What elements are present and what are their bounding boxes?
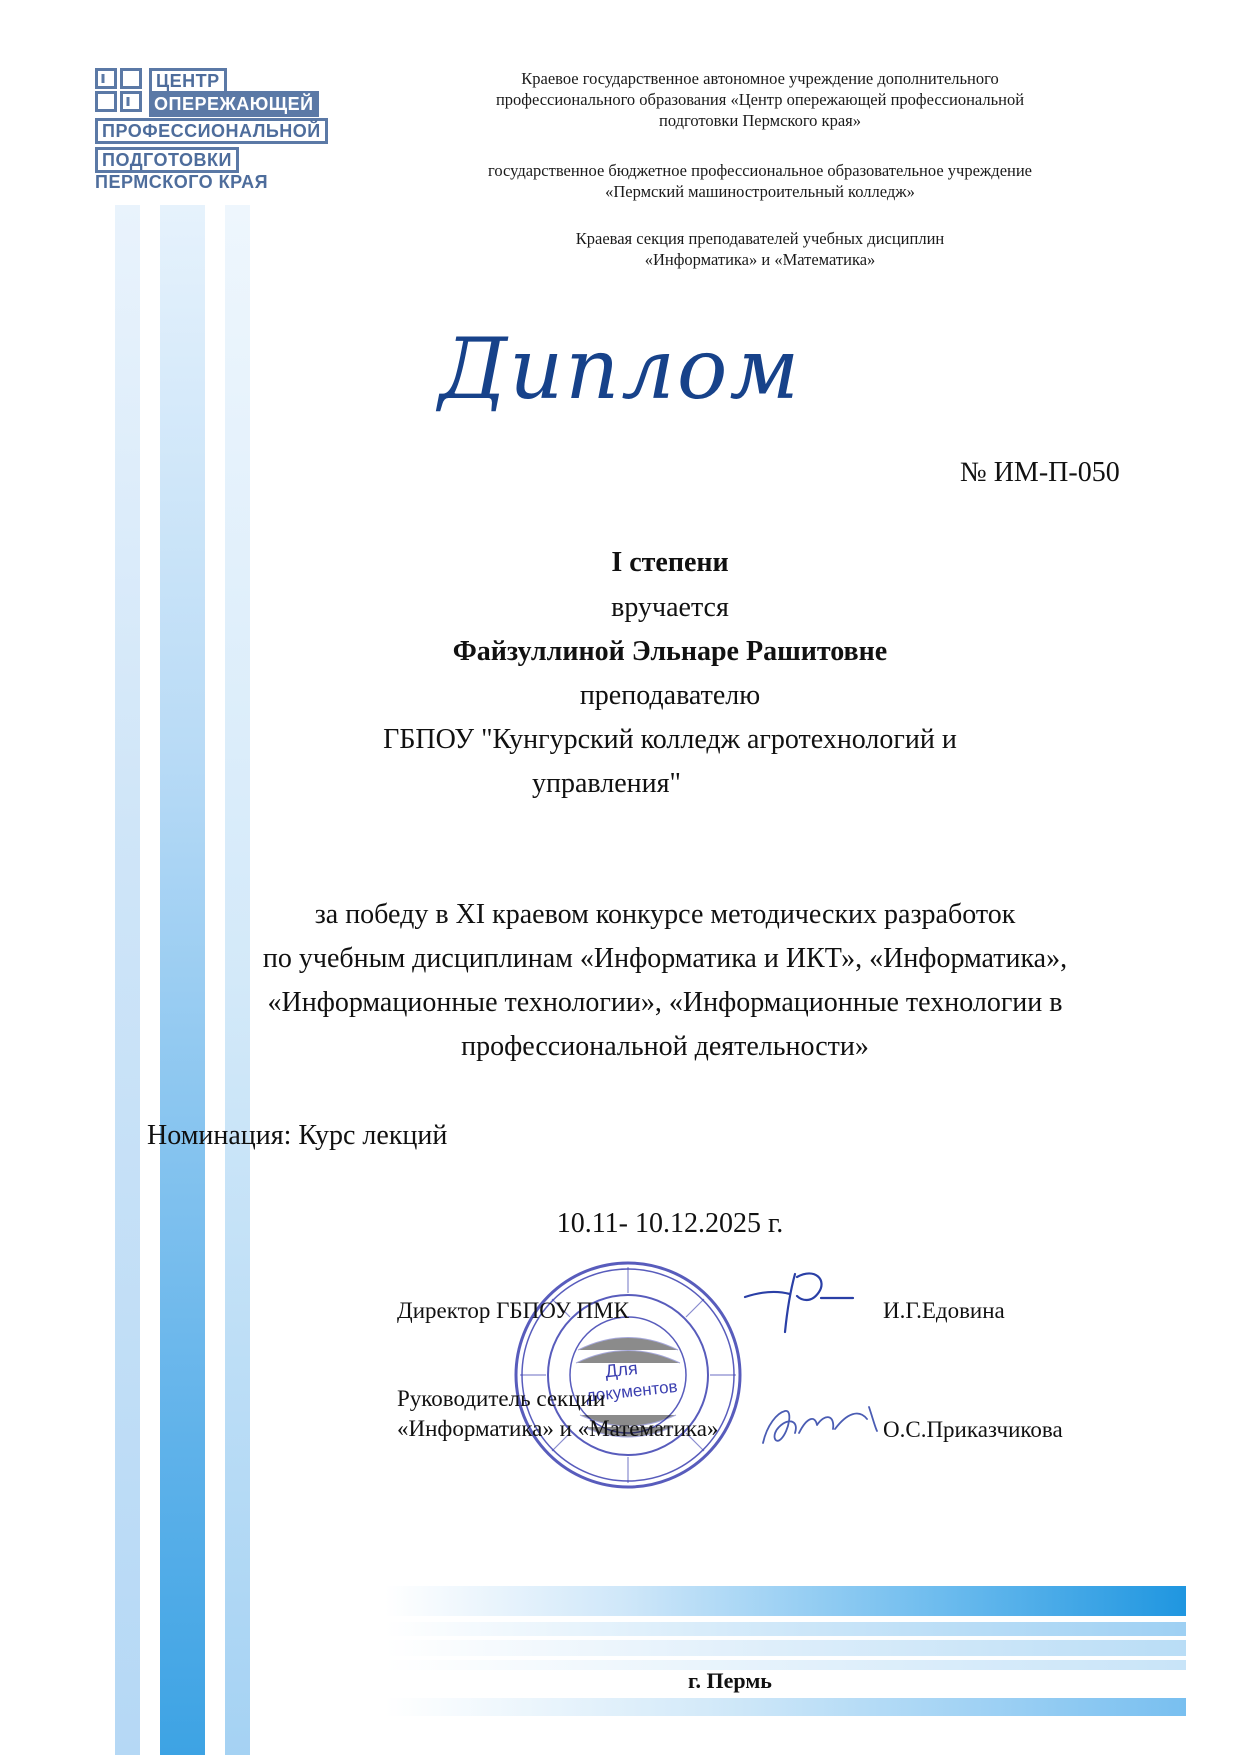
recipient-name: Файзуллиной Эльнаре Рашитовне xyxy=(452,636,888,667)
city: г. Пермь xyxy=(688,1668,772,1693)
header-text: подготовки Пермского края» xyxy=(659,111,861,130)
head-title xyxy=(397,1384,718,1444)
award-degree: I степени xyxy=(611,547,729,578)
director-title: Директор ГБПОУ ПМК xyxy=(397,1298,629,1323)
header-text: «Информатика» и «Математика» xyxy=(644,250,876,269)
header-org-3 xyxy=(385,228,1135,270)
decor-stripe-vertical xyxy=(115,205,140,1755)
logo-line-5: ПЕРМСКОГО КРАЯ xyxy=(95,172,269,192)
reason-line: «Информационные технологии», «Информационные технологии в xyxy=(267,987,1063,1018)
stamp-center-line-2: документов xyxy=(585,1376,679,1406)
header-text: государственное бюджетное профессиональное образовательное учреждение xyxy=(487,161,1033,180)
dates: 10.11- 10.12.2025 г. xyxy=(556,1208,784,1239)
head-title-line: Руководитель секции xyxy=(397,1386,606,1411)
official-stamp xyxy=(508,1255,748,1495)
award-reason xyxy=(170,893,1160,1069)
reason-line: профессиональной деятельности» xyxy=(461,1031,869,1062)
header-org-2 xyxy=(385,160,1135,202)
page-title: Диплом xyxy=(438,320,802,418)
recipient-position: преподавателю xyxy=(579,680,761,711)
header-text: Краевая секция преподавателей учебных дисциплин xyxy=(575,229,945,248)
logo-line-3: ПРОФЕССИОНАЛЬНОЙ xyxy=(95,118,328,144)
logo-line-4: ПОДГОТОВКИ xyxy=(95,147,239,173)
reason-line: за победу в XI краевом конкурсе методических разработок xyxy=(314,899,1016,930)
director-name: И.Г.Едовина xyxy=(883,1298,1005,1323)
recipient-org-cont: управления" xyxy=(532,768,681,799)
decor-stripe-horizontal xyxy=(385,1698,1186,1716)
nomination: Номинация: Курс лекций xyxy=(147,1120,448,1151)
director-signature xyxy=(735,1262,875,1342)
reason-line: по учебным дисциплинам «Информатика и ИКТ», «Информатика», xyxy=(262,943,1068,974)
stamp-center-line-1: Для xyxy=(604,1358,639,1382)
award-verb: вручается xyxy=(611,592,729,623)
head-name: О.С.Приказчикова xyxy=(883,1417,1063,1442)
recipient-org: ГБПОУ "Кунгурский колледж агротехнологий и xyxy=(383,724,957,755)
header-text: профессионального образования «Центр опережающей профессиональной xyxy=(495,90,1025,109)
header-text: Краевое государственное автономное учреждение дополнительного xyxy=(521,69,999,88)
decor-stripe-horizontal xyxy=(385,1622,1186,1636)
head-signature xyxy=(755,1395,885,1465)
logo xyxy=(95,66,375,201)
logo-mark-icon xyxy=(95,68,143,112)
decor-stripe-horizontal xyxy=(385,1586,1186,1616)
decor-stripe-horizontal xyxy=(385,1640,1186,1656)
head-title-line: «Информатика» и «Математика» xyxy=(397,1416,719,1441)
diploma-number: № ИМ-П-050 xyxy=(960,457,1120,488)
logo-line-2: ОПЕРЕЖАЮЩЕЙ xyxy=(149,91,319,117)
logo-line-1: ЦЕНТР xyxy=(149,68,227,94)
header-text: «Пермский машиностроительный колледж» xyxy=(605,182,915,201)
header-org-1 xyxy=(385,68,1135,131)
